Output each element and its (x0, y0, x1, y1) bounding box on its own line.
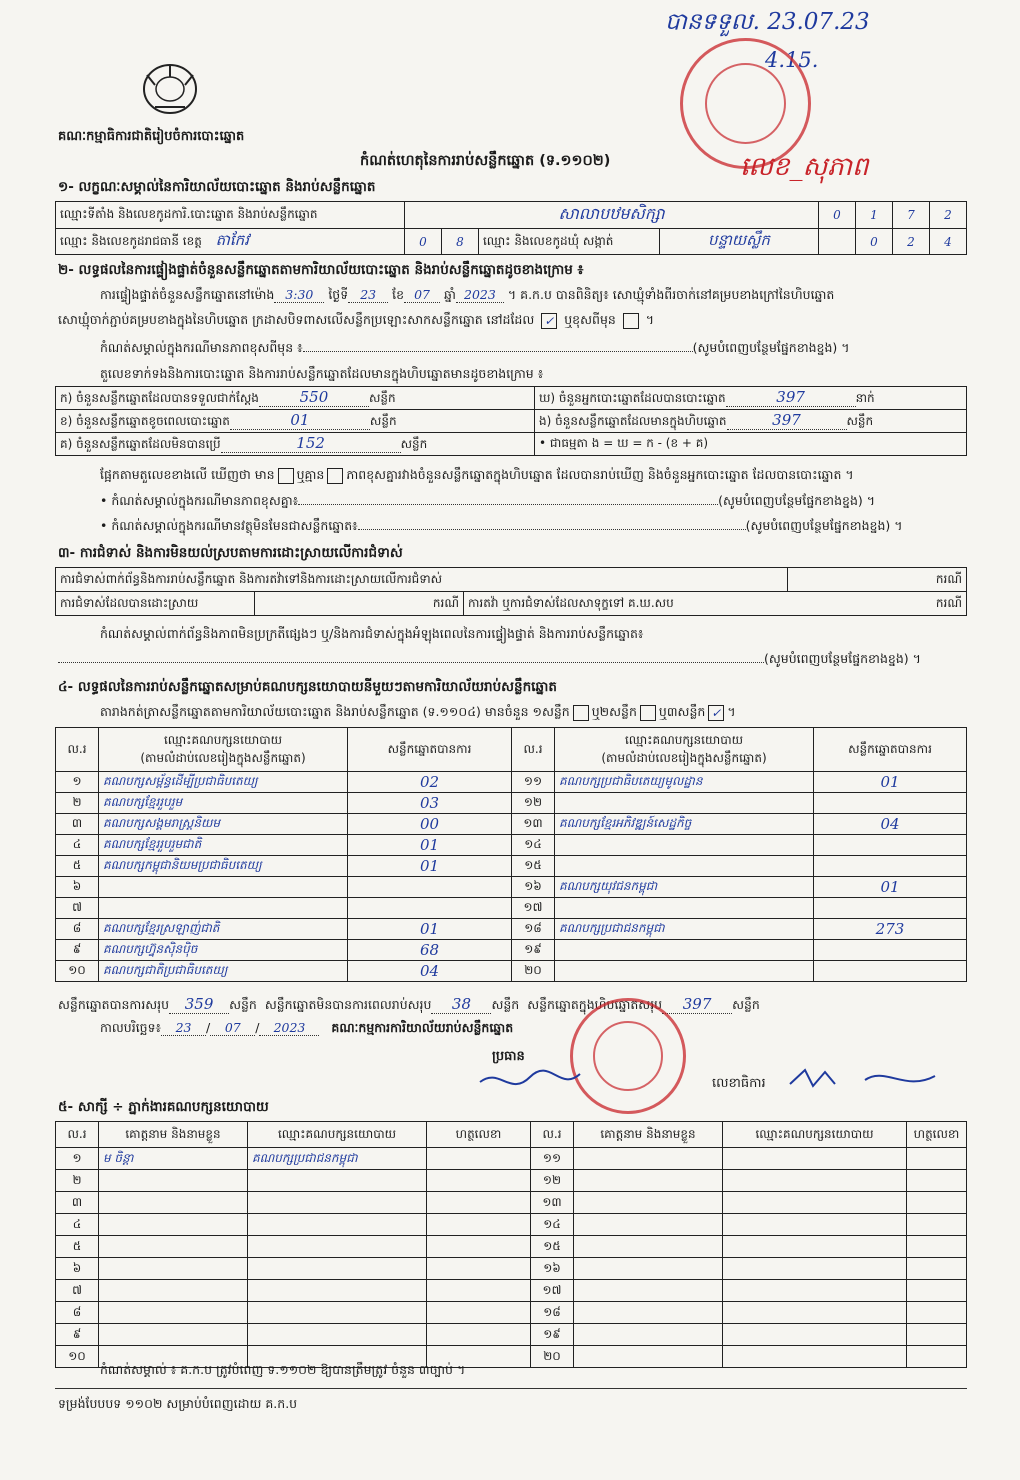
witness-number: ១០ (56, 1346, 99, 1368)
party-name: គណបក្សខ្មែររួបរួមជាតិ (99, 835, 348, 856)
witness-name (99, 1258, 248, 1280)
party-number: ១៣ (512, 814, 555, 835)
party-votes (348, 898, 512, 919)
witness-party (248, 1324, 427, 1346)
party-name: គណបក្សយុវជនកម្ពុជា (555, 877, 814, 898)
witness-party (248, 1214, 427, 1236)
location-code-3: 7 (893, 202, 930, 229)
col-no-left: ល.រ (56, 728, 99, 772)
secretary-label: លេខាធិការ (712, 1076, 766, 1091)
party-number: ១៦ (512, 877, 555, 898)
witness-signature (427, 1324, 531, 1346)
date-day: 23 (161, 1020, 206, 1036)
witness-number: ៣ (56, 1192, 99, 1214)
party-votes (814, 940, 967, 961)
table-row (56, 835, 967, 856)
witness-signature (427, 1170, 531, 1192)
witness-party (248, 1258, 427, 1280)
witness-col-name-right: គោត្តនាម និង​នាម​ខ្លួន (574, 1122, 723, 1148)
witness-name (574, 1214, 723, 1236)
witness-col-party-left: ឈ្មោះ​គណបក្ស​នយោបាយ (248, 1122, 427, 1148)
location-code-4: 2 (930, 202, 967, 229)
footnote: កំណត់​សម្គាល់ ៖ គ.ក.ប ត្រូវ​បំពេញ ទ.១១០២ ឱ្យ​បាន​ត្រឹមត្រូវ ចំនួន ៣​ច្បាប់ ។ (100, 1362, 466, 1377)
witness-number: ៩ (56, 1324, 99, 1346)
form-note: ទម្រង់​បែបបទ ១១០២ សម្រាប់​បំពេញ​ដោយ គ.ក.ប (58, 1396, 298, 1411)
table-row (56, 793, 967, 814)
witness-party (723, 1170, 907, 1192)
section-1-heading: ១- លក្ខណៈ​សម្គាល់​នៃ​ការិយាល័យ​បោះឆ្នោត និង​រាប់​សន្លឹក​ឆ្នោត (58, 179, 376, 195)
witness-number: ១៨ (531, 1302, 574, 1324)
form-title: កំណត់​ហេតុ​នៃ​ការ​រាប់​សន្លឹក​ឆ្នោត (ទ.១១០២) (360, 153, 611, 169)
party-number: ២ (56, 793, 99, 814)
party-number: ១១ (512, 772, 555, 793)
witness-signature (907, 1258, 967, 1280)
one-sheet-checkbox[interactable] (573, 705, 589, 721)
emblem-logo (135, 55, 205, 123)
objection-row-1: ការ​ជំទាស់​ពាក់ព័ន្ធ​និង​ការ​រាប់​សន្លឹក​ឆ្នោត និង​ការ​តវ៉ា​ទៅ​និង​ការ​ដោះស្រាយ​លើ​ការ​ជំទាស់ (56, 568, 788, 592)
party-name: គណបក្សប្រជាជនកម្ពុជា (555, 919, 814, 940)
no-difference-checkbox[interactable] (327, 468, 343, 484)
witness-name (574, 1170, 723, 1192)
appeal-row: ការ​តវ៉ា ឬ​ការ​ជំទាស់​ដែល​សាទុក្ខ​ទៅ គ.ឃ.សប ករណី (464, 592, 967, 616)
org-name: គណៈ​កម្មាធិការ​ជាតិ​រៀបចំ​ការ​បោះឆ្នោត (58, 129, 245, 144)
same-checkbox[interactable]: ✓ (541, 313, 557, 329)
formula: • ជា​ធម្មតា ង = ឃ = ក - (ខ + គ) (535, 433, 967, 456)
witness-number: ៧ (56, 1280, 99, 1302)
verify-year: 2023 (456, 287, 504, 303)
witness-name (574, 1280, 723, 1302)
commune-value: បន្ទាយស្លឹក (660, 229, 819, 255)
row-k: ក) ចំនួន​សន្លឹក​ឆ្នោត​ដែល​បាន​ទទួល​ជាក់ស្ដែង 550 សន្លឹក (56, 387, 535, 410)
witness-party (723, 1192, 907, 1214)
party-name: គណបក្សសម្ព័ន្ធដើម្បីប្រជាធិបតេយ្យ (99, 772, 348, 793)
witness-name (99, 1170, 248, 1192)
party-votes (814, 835, 967, 856)
witness-number: ១៣ (531, 1192, 574, 1214)
table-row (56, 1236, 967, 1258)
date-line: កាលបរិច្ឆេទ៖ 23 / 07 / 2023 គណៈ​កម្មការ​ការិយាល័យ​រាប់​សន្លឹក​ឆ្នោត (100, 1020, 514, 1035)
party-name: គណបក្សជាតិប្រជាធិបតេយ្យ (99, 961, 348, 982)
province-code-2: 8 (442, 229, 479, 255)
party-number: ១៤ (512, 835, 555, 856)
objection-case-1: ករណី (788, 568, 967, 592)
section-4-heading: ៤- លទ្ធផល​នៃ​ការ​រាប់​សន្លឹក​ឆ្នោត​សម្រាប់​គណបក្ស​នយោបាយ​នីមួយៗ​តាម​ការិយាល័យ​រាប់​សន្លឹក​ឆ្នោត (58, 679, 557, 695)
witness-number: ២០ (531, 1346, 574, 1368)
witness-number: ១៤ (531, 1214, 574, 1236)
witness-name (574, 1236, 723, 1258)
table-row (56, 898, 967, 919)
table-row (56, 1192, 967, 1214)
witness-name (99, 1236, 248, 1258)
witness-name (574, 1192, 723, 1214)
bullet-difference: • កំណត់​សម្គាល់​ក្នុង​ករណី​មាន​ភាព​ខុស​គ្នា៖ (សូម​បំពេញ​បន្ថែម​ផ្នែក​ខាង​ខ្នង) ។ (100, 493, 875, 508)
witness-signature (907, 1324, 967, 1346)
witness-col-sign-left: ហត្ថលេខា (427, 1122, 531, 1148)
party-name (555, 793, 814, 814)
party-votes (814, 856, 967, 877)
location-code-2: 1 (856, 202, 893, 229)
table-row (56, 1258, 967, 1280)
col-votes-right: សន្លឹក​ឆ្នោត​បាន​ការ (814, 728, 967, 772)
witness-name (574, 1302, 723, 1324)
section-2-heading: ២- លទ្ធផល​នៃ​ការ​ផ្ទៀងផ្ទាត់​ចំនួន​សន្លឹក​ឆ្នោត​តាម​ការិយាល័យ​បោះឆ្នោត និង​រាប់​សន្លឹក​ឆ្នោត​ដូច​ខាង​ក្រោម ៖ (58, 262, 584, 278)
party-number: ៧ (56, 898, 99, 919)
witness-number: ១៦ (531, 1258, 574, 1280)
party-votes: 02 (348, 772, 512, 793)
party-name (555, 835, 814, 856)
party-name: គណបក្សសង្គមរាស្ត្រនិយម (99, 814, 348, 835)
witness-name (99, 1302, 248, 1324)
received-ballots: 550 (259, 388, 369, 407)
different-checkbox[interactable] (623, 313, 639, 329)
witness-name (574, 1324, 723, 1346)
section-5-heading: ៥- សាក្សី ÷ ភ្នាក់ងារ​គណបក្ស​នយោបាយ (58, 1099, 269, 1115)
party-votes (814, 898, 967, 919)
verification-paragraph-2: សោ​ឃ្មុំ​ចាក់​ភ្ជាប់​គម្រប​ខាង​ក្នុង​នៃ​ហិប​ឆ្នោត ក្រដាស​បិទ​ពាស​លើ​សន្លឹក​ប្រឡោះ​សាក​សន្លឹក​ឆ្នោត នៅ​ដដែល ✓ ឬ​ខុស​ពី​មុន ។ (58, 312, 655, 328)
verify-month: 07 (404, 287, 440, 303)
commune-code-3: 4 (930, 229, 967, 255)
party-name: គណបក្សខ្មែររួបរួម (99, 793, 348, 814)
party-number: ៥ (56, 856, 99, 877)
party-number: ១៩ (512, 940, 555, 961)
note-different: កំណត់​សម្គាល់​ក្នុង​ករណី​មាន​ភាព​ខុស​ពី​មុន ៖ (សូម​បំពេញ​បន្ថែម​ផ្នែក​ខាង​ខ្នង) ។ (100, 340, 850, 355)
witness-party (248, 1170, 427, 1192)
verification-paragraph-1: ការ​ផ្ទៀងផ្ទាត់​ចំនួន​សន្លឹក​ឆ្នោត​នៅ​ម៉ោង 3:30 ថ្ងៃទី 23 ខែ 07 ឆ្នាំ 2023 ។ គ.ក.ប បាន​ពិនិត្យ៖ សោ​ឃ្មុំ​ទាំង​ពីរ​ចាក់​នៅ​គម្រប​ខាង​ក្រៅ​នៃ​ហិប​ឆ្នោត (100, 287, 835, 302)
witness-col-name-left: គោត្តនាម និង​នាម​ខ្លួន (99, 1122, 248, 1148)
date-month: 07 (210, 1020, 255, 1036)
province-label: ឈ្មោះ និង​លេខ​កូដ​រាជធានី ខេត្ត តាកែវ (56, 229, 405, 255)
ballots-in-box: 397 (727, 411, 847, 430)
party-votes: 01 (814, 772, 967, 793)
witness-signature (907, 1192, 967, 1214)
witness-number: ៤ (56, 1214, 99, 1236)
difference-paragraph: ផ្អែក​តាម​តួលេខ​ខាង​លើ ឃើញ​ថា មាន ឬ​គ្មាន ភាព​ខុស​គ្នា​រវាង​ចំនួន​សន្លឹក​ឆ្នោត​ក្នុង​ហិប​ឆ្នោត ដែល​បាន​រាប់​ឃើញ និង​ចំនួន​អ្នក​បោះឆ្នោត ដែល​បាន​បោះឆ្នោត ។ (100, 467, 854, 482)
witness-name (99, 1280, 248, 1302)
footer-divider (55, 1388, 967, 1389)
witness-number: ២ (56, 1170, 99, 1192)
witness-name (99, 1324, 248, 1346)
verify-time: 3:30 (274, 287, 324, 303)
table-row (56, 814, 967, 835)
resolved-label: ការ​ជំទាស់​ដែល​បាន​ដោះស្រាយ (56, 592, 255, 616)
party-name (99, 877, 348, 898)
table-row (56, 1324, 967, 1346)
secretary-signature (785, 1062, 955, 1098)
commune-code-1: 0 (856, 229, 893, 255)
party-number: ៤ (56, 835, 99, 856)
party-number: ៦ (56, 877, 99, 898)
witness-number: ១២ (531, 1170, 574, 1192)
section-3-fill: (សូម​បំពេញ​បន្ថែម​ផ្នែក​ខាង​ខ្នង) ។ (58, 651, 921, 670)
figures-intro: តួលេខ​ទាក់ទង​និង​ការ​បោះឆ្នោត និង​ការ​រាប់​សន្លឹក​ឆ្នោត​ដែល​មាន​ក្នុង​ហិប​ឆ្នោត​មាន​ដូច​ខាង​ក្រោម ៖ (100, 366, 544, 381)
party-votes: 04 (348, 961, 512, 982)
witness-col-no-right: ល.រ (531, 1122, 574, 1148)
witness-party (248, 1192, 427, 1214)
commune-code-2: 2 (893, 229, 930, 255)
resolved-case: ករណី (255, 592, 464, 616)
party-votes: 273 (814, 919, 967, 940)
unused-ballots: 152 (221, 434, 401, 453)
party-name (555, 898, 814, 919)
commune-label: ឈ្មោះ និង​លេខ​កូដ​ឃុំ សង្កាត់ (479, 229, 660, 255)
party-number: ១ (56, 772, 99, 793)
witness-party (723, 1302, 907, 1324)
witness-party (248, 1280, 427, 1302)
party-number: ១០ (56, 961, 99, 982)
witness-number: ៦ (56, 1258, 99, 1280)
section-3-note: កំណត់​សម្គាល់​ពាក់ព័ន្ធ​និង​ភាព​មិន​ប្រក្រតី​ផ្សេងៗ ឬ/និង​ការ​ជំទាស់​ក្នុង​អំឡុង​ពេល​នៃ​ការ​ផ្ទៀងផ្ទាត់ និង​ការ​រាប់​សន្លឹក​ឆ្នោត៖ (100, 626, 644, 641)
party-name (99, 898, 348, 919)
location-value: សាលាបឋមសិក្សា (405, 202, 819, 229)
table-row (56, 1170, 967, 1192)
party-votes: 03 (348, 793, 512, 814)
party-votes: 00 (348, 814, 512, 835)
witness-signature (907, 1148, 967, 1170)
party-votes: 68 (348, 940, 512, 961)
party-votes (348, 877, 512, 898)
party-name (555, 856, 814, 877)
spoiled-ballots: 01 (230, 411, 370, 430)
row-ko: គ) ចំនួន​សន្លឹក​ឆ្នោត​ដែល​មិន​បាន​ប្រើ 152 សន្លឹក (56, 433, 535, 456)
witness-party: គណបក្សប្រជាជនកម្ពុជា (248, 1148, 427, 1170)
witness-party (248, 1302, 427, 1324)
table-row (56, 856, 967, 877)
witness-name: ម ចិន្តា (99, 1148, 248, 1170)
witness-number: ៨ (56, 1302, 99, 1324)
party-votes: 01 (814, 877, 967, 898)
witness-signature (427, 1192, 531, 1214)
has-difference-checkbox[interactable] (278, 468, 294, 484)
witness-table (55, 1121, 967, 1368)
witness-number: ១៧ (531, 1280, 574, 1302)
table-row (56, 940, 967, 961)
party-votes: 01 (348, 835, 512, 856)
row-ng: ង) ចំនួន​សន្លឹក​ឆ្នោត​ដែល​មាន​ក្នុង​ហិប​ឆ្នោត 397 សន្លឹក (535, 410, 967, 433)
witness-party (723, 1258, 907, 1280)
witness-number: ១៥ (531, 1236, 574, 1258)
table-row (56, 877, 967, 898)
row-gh: ឃ) ចំនួន​អ្នក​បោះឆ្នោត​ដែល​បាន​បោះឆ្នោត 397 នាក់ (535, 387, 967, 410)
red-handwritten-note: លេខ_សុភាព (740, 152, 869, 182)
party-votes (814, 793, 967, 814)
section-4-intro: តារាង​កត់ត្រា​សន្លឹក​ឆ្នោត​តាម​ការិយាល័យ​បោះឆ្នោត និង​រាប់​សន្លឹក​ឆ្នោត (ទ.១១០៤) មាន​ចំនួន ១សន្លឹក ឬ២សន្លឹក ឬ៣សន្លឹក ✓ ។ (100, 704, 736, 720)
witness-col-no-left: ល.រ (56, 1122, 99, 1148)
party-number: ៨ (56, 919, 99, 940)
witness-name (574, 1258, 723, 1280)
totals-line: សន្លឹក​ឆ្នោត​បាន​ការ​សរុប 359 សន្លឹក សន្លឹក​ឆ្នោត​មិន​បាន​ការ​ពេល​រាប់​សរុប 38 សន្លឹក សន្លឹក​ឆ្នោត​ក្នុង​ហិប​ឆ្នោត​សរុប 397 សន្លឹក (58, 995, 760, 1013)
witness-party (723, 1236, 907, 1258)
figures-table (55, 386, 967, 456)
party-name: គណបក្សកម្ពុជានិយមប្រជាធិបតេយ្យ (99, 856, 348, 877)
location-label: ឈ្មោះ​ទីតាំង និង​លេខ​កូដ​ការិ.​បោះឆ្នោត និង​រាប់​សន្លឹក​ឆ្នោត (56, 202, 405, 229)
party-number: ១២ (512, 793, 555, 814)
party-number: ៣ (56, 814, 99, 835)
party-name: គណបក្សខ្មែរអភិវឌ្ឍន៍សេដ្ឋកិច្ច (555, 814, 814, 835)
total-invalid: 38 (431, 995, 491, 1014)
witness-col-sign-right: ហត្ថលេខា (907, 1122, 967, 1148)
total-valid: 359 (169, 995, 229, 1014)
party-votes (814, 961, 967, 982)
party-name (555, 961, 814, 982)
table-row (56, 1214, 967, 1236)
party-number: ២០ (512, 961, 555, 982)
table-row (56, 919, 967, 940)
party-number: ៩ (56, 940, 99, 961)
two-sheet-checkbox[interactable] (640, 705, 656, 721)
witness-name (574, 1346, 723, 1368)
three-sheet-checkbox[interactable]: ✓ (708, 705, 724, 721)
table-row (56, 1280, 967, 1302)
received-note: បានទទួល. 23.07.23 (665, 9, 870, 35)
location-code-1: 0 (819, 202, 856, 229)
witness-party (248, 1236, 427, 1258)
witness-signature (427, 1214, 531, 1236)
witness-name (99, 1214, 248, 1236)
results-table (55, 727, 967, 982)
witness-signature (907, 1280, 967, 1302)
bullet-foreign-object: • កំណត់​សម្គាល់​ក្នុង​ករណី​មាន​វត្ថុ​មិន​មែន​ជា​សន្លឹក​ឆ្នោត៖ (សូម​បំពេញ​បន្ថែម​ផ្នែក​ខាង​ខ្នង) ។ (100, 518, 903, 533)
party-number: ១៧ (512, 898, 555, 919)
witness-name (574, 1148, 723, 1170)
table-row (56, 1148, 967, 1170)
witness-number: ១១ (531, 1148, 574, 1170)
voters-count: 397 (726, 388, 856, 407)
witness-party (723, 1280, 907, 1302)
witness-signature (907, 1302, 967, 1324)
province-value: តាកែវ (215, 230, 249, 249)
row-kh: ខ) ចំនួន​សន្លឹក​ឆ្នោត​ខូច​ពេល​បោះឆ្នោត 01 សន្លឹក (56, 410, 535, 433)
witness-signature (907, 1236, 967, 1258)
witness-signature (427, 1280, 531, 1302)
party-name: គណបក្សប្រជាធិបតេយ្យមូលដ្ឋាន (555, 772, 814, 793)
witness-signature (907, 1170, 967, 1192)
party-votes: 01 (348, 856, 512, 877)
col-party-left: ឈ្មោះ​គណបក្ស​នយោបាយ (តាម​លំដាប់​លេខ​រៀង​ក្នុង​សន្លឹក​ឆ្នោត) (99, 728, 348, 772)
chair-label: ប្រធាន (492, 1049, 525, 1064)
col-no-right: ល.រ (512, 728, 555, 772)
date-year: 2023 (259, 1020, 319, 1036)
party-name: គណបក្សហ្វ៊ុនស៊ិនប៉ិច (99, 940, 348, 961)
party-votes: 01 (348, 919, 512, 940)
chair-signature (470, 1062, 590, 1102)
party-name (555, 940, 814, 961)
table-row (56, 1302, 967, 1324)
section-1-table (55, 201, 967, 255)
witness-number: ១៩ (531, 1324, 574, 1346)
witness-signature (427, 1236, 531, 1258)
witness-signature (427, 1258, 531, 1280)
party-votes: 04 (814, 814, 967, 835)
col-votes-left: សន្លឹក​ឆ្នោត​បាន​ការ (348, 728, 512, 772)
witness-party (723, 1346, 907, 1368)
province-code-1: 0 (405, 229, 442, 255)
witness-signature (427, 1148, 531, 1170)
objections-table (55, 567, 967, 616)
witness-signature (907, 1346, 967, 1368)
table-row (56, 961, 967, 982)
verify-day: 23 (348, 287, 388, 303)
party-number: ១៥ (512, 856, 555, 877)
party-name: គណបក្សខ្មែរស្រឡាញ់ជាតិ (99, 919, 348, 940)
table-row (56, 772, 967, 793)
witness-number: ៥ (56, 1236, 99, 1258)
section-3-heading: ៣- ការ​ជំទាស់ និង​ការ​មិន​យល់​ស្រប​តាម​ការ​ដោះស្រាយ​លើ​ការ​ជំទាស់ (58, 545, 403, 561)
col-party-right: ឈ្មោះ​គណបក្ស​នយោបាយ (តាម​លំដាប់​លេខ​រៀង​ក្នុង​សន្លឹក​ឆ្នោត) (555, 728, 814, 772)
witness-number: ១ (56, 1148, 99, 1170)
witness-party (723, 1148, 907, 1170)
witness-col-party-right: ឈ្មោះ​គណបក្ស​នយោបាយ (723, 1122, 907, 1148)
party-number: ១៨ (512, 919, 555, 940)
witness-signature (907, 1214, 967, 1236)
witness-name (99, 1192, 248, 1214)
witness-party (723, 1214, 907, 1236)
received-time: 4.15. (765, 48, 819, 72)
witness-signature (427, 1302, 531, 1324)
witness-party (723, 1324, 907, 1346)
total-in-box: 397 (662, 995, 732, 1014)
